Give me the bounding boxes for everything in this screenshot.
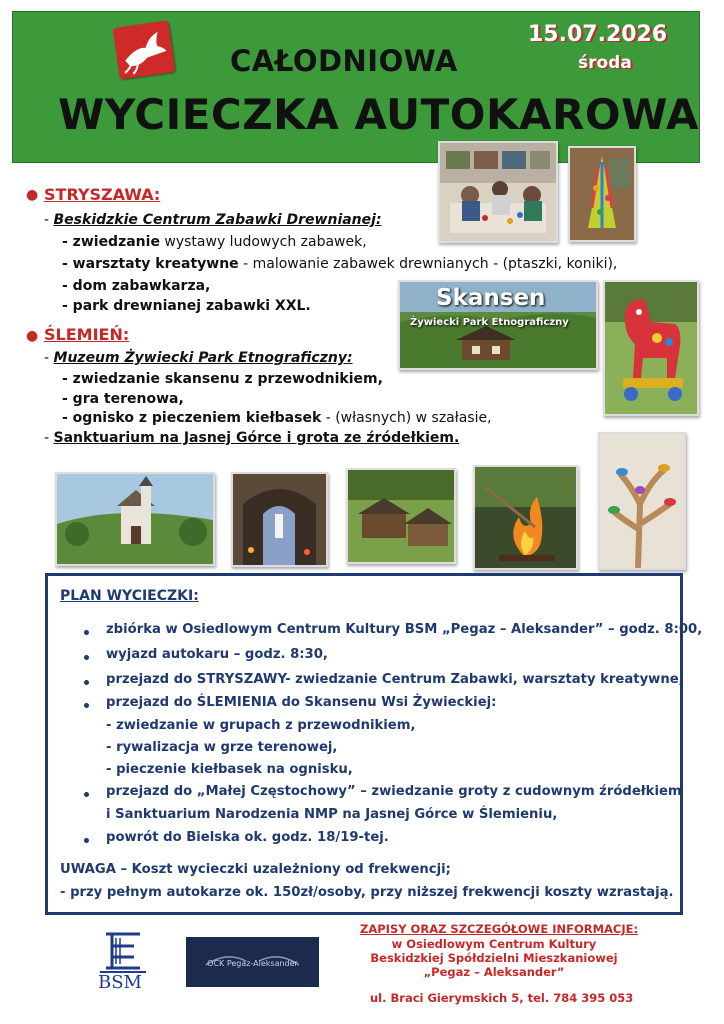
stryszawa-item: - zwiedzanie wystawy ludowych zabawek, [62, 234, 367, 250]
skansen-sign-title: Skansen [436, 285, 546, 311]
slemien-item: - gra terenowa, [62, 391, 184, 407]
footer-info-line: w Osiedlowym Centrum Kultury [391, 937, 597, 951]
bsm-logo-icon [96, 928, 150, 974]
slemien-item: - ognisko z pieczeniem kiełbasek - (własnych) w szałasie, [62, 410, 492, 426]
trip-date: 15.07.2026 [528, 22, 668, 47]
plan-note: - przy pełnym autokarze ok. 150zł/osoby, przy niższej frekwencji koszty wzrastają. [60, 885, 674, 900]
slemien-sanctuary: - Sanktuarium na Jasnej Górce i grota ze źródełkiem. [44, 430, 460, 446]
footer-info-line: „Pegaz – Aleksander” [423, 965, 565, 979]
photo-campfire [473, 465, 578, 570]
title-line-2: WYCIECZKA AUTOKAROWA [58, 90, 700, 139]
photo-workshop [438, 141, 558, 243]
dove-logo-icon [113, 20, 176, 79]
plan-subitem: - pieczenie kiełbasek na ognisku, [106, 762, 353, 777]
photo-wooden-horse [603, 280, 699, 416]
plan-item: przejazd do „Małej Częstochowy” – zwiedzanie groty z cudownym źródełkiem [106, 784, 682, 799]
plan-title: PLAN WYCIECZKI: [60, 588, 199, 604]
footer-info-line: Beskidzkiej Spółdzielni Mieszkaniowej [370, 951, 618, 965]
bullet-icon [84, 630, 89, 635]
title-line-1: CAŁODNIOWA [230, 44, 458, 78]
plan-item: wyjazd autokaru – godz. 8:30, [106, 647, 328, 662]
ock-logo [186, 937, 319, 987]
bullet-icon [84, 680, 89, 685]
slemien-place: - Muzeum Żywiecki Park Etnograficzny: [44, 350, 353, 366]
section-title-stryszawa: STRYSZAWA: [44, 185, 161, 204]
section-title-slemien: ŚLEMIEŃ: [44, 325, 130, 344]
plan-box [45, 573, 703, 915]
ock-logo-text: OCK Pegaz-Aleksander [207, 959, 298, 968]
skansen-sign-subtitle: Żywiecki Park Etnograficzny [410, 317, 569, 328]
stryszawa-item: - park drewnianej zabawki XXL. [62, 298, 311, 314]
footer-address: ul. Braci Gierymskich 5, tel. 784 395 053 [370, 991, 634, 1005]
plan-subitem: - rywalizacja w grze terenowej, [106, 740, 338, 755]
photo-grotto [231, 472, 328, 567]
photo-bird-tree [598, 432, 686, 570]
plan-item: zbiórka w Osiedlowym Centrum Kultury BSM „Pegaz – Aleksander” – godz. 8:00, [106, 622, 703, 637]
plan-note: UWAGA – Koszt wycieczki uzależniony od frekwencji; [60, 862, 451, 877]
plan-subitem: - zwiedzanie w grupach z przewodnikiem, [106, 718, 416, 733]
photo-wooden-houses [346, 468, 456, 564]
trip-weekday: środa [578, 53, 632, 73]
footer-info-title: ZAPISY ORAZ SZCZEGÓŁOWE INFORMACJE: [360, 922, 639, 936]
bullet-icon [84, 703, 89, 708]
plan-item: przejazd do ŚLEMIENIA do Skansenu Wsi Żywieckiej: [106, 695, 497, 710]
photo-folk-toy [568, 146, 636, 242]
slemien-item: - zwiedzanie skansenu z przewodnikiem, [62, 371, 383, 387]
plan-item-continued: i Sanktuarium Narodzenia NMP na Jasnej Górce w Ślemieniu, [106, 807, 558, 822]
plan-item: przejazd do STRYSZAWY- zwiedzanie Centrum Zabawki, warsztaty kreatywne, [106, 672, 684, 687]
bsm-logo-text: BSM [98, 972, 142, 993]
bullet-icon [84, 655, 89, 660]
stryszawa-place: - Beskidzkie Centrum Zabawki Drewnianej: [44, 212, 382, 228]
bullet-icon: ● [26, 328, 39, 344]
plan-item: powrót do Bielska ok. godz. 18/19-tej. [106, 830, 389, 845]
bullet-icon [84, 838, 89, 843]
photo-sanctuary-church [55, 472, 215, 566]
stryszawa-item: - dom zabawkarza, [62, 278, 211, 294]
bullet-icon: ● [26, 187, 39, 203]
bullet-icon [84, 792, 89, 797]
stryszawa-item: - warsztaty kreatywne - malowanie zabawek drewnianych - (ptaszki, koniki), [62, 256, 618, 272]
